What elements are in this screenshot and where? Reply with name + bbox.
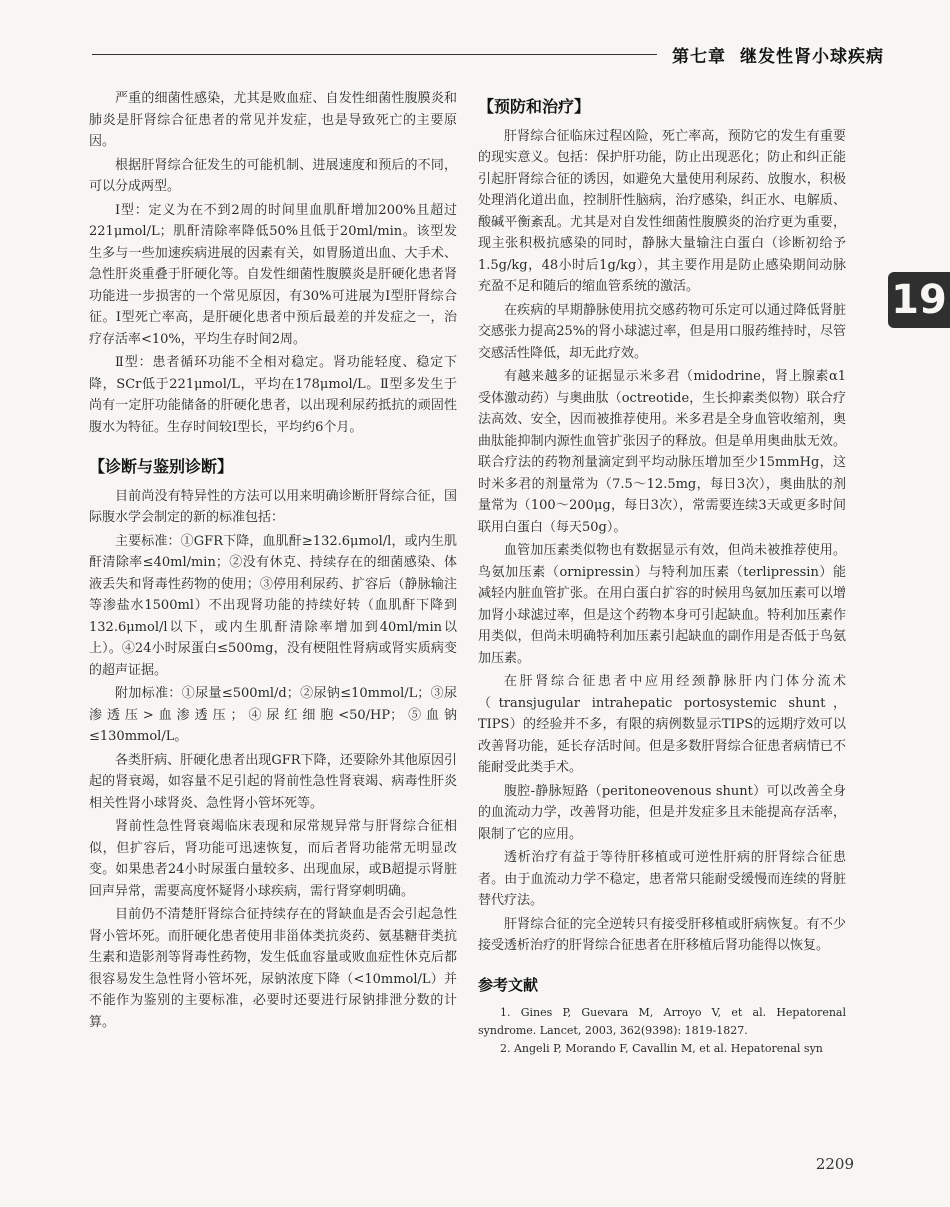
header-rule xyxy=(92,54,657,55)
paragraph: 肝肾综合征的完全逆转只有接受肝移植或肝病恢复。有不少接受透析治疗的肝肾综合征患者在肝移植后肾功能得以恢复。 xyxy=(478,916,846,953)
paragraph: 透析治疗有益于等待肝移植或可逆性肝病的肝肾综合征患者。由于血流动力学不稳定，患者常只能耐受缓慢而连续的肾脏替代疗法。 xyxy=(478,850,846,908)
left-column xyxy=(89,88,457,1035)
paragraph: 各类肝病、肝硬化患者出现GFR下降，还要除外其他原因引起的肾衰竭，如容量不足引起的肾前性急性肾衰竭、病毒性肝炎相关性肾小球肾炎、急性肾小管坏死等。 xyxy=(89,752,457,811)
section-heading-diagnosis: 【诊断与鉴别诊断】 xyxy=(89,457,234,476)
chapter-title: 继发性肾小球疾病 xyxy=(740,47,884,67)
paragraph: 肾前性急性肾衰竭临床表现和尿常规异常与肝肾综合征相似，但扩容后，肾功能可迅速恢复，而后者肾功能常无明显改变。如果患者24小时尿蛋白量较多、出现血尿，或B超提示肾脏回声异常，需要高度怀疑肾小球疾病，需行肾穿刺明确。 xyxy=(89,819,457,899)
paragraph: 肝肾综合征临床过程凶险，死亡率高，预防它的发生有重要的现实意义。包括：保护肝功能，防止出现恶化；防止和纠正能引起肝肾综合征的诱因，如避免大量使用利尿药、放腹水，积极处理消化道出血，控制肝性脑病，治疗感染，纠正水、电解质、酸碱平衡紊乱。尤其是对自发性细菌性腹膜炎的治疗更为重要，现主张积极抗感染的同时，静脉大量输注白蛋白（诊断初给予1.5g/kg，48小时后1g/kg），其主要作用是防止感染期间动脉充盈不足和随后的缩血管系统的激活。 xyxy=(478,128,846,294)
paragraph: 在肝肾综合征患者中应用经颈静脉肝内门体分流术（transjugular intrahepatic portosystemic shunt，TIPS）的经验并不多，有限的病例数显示TIPS的远期疗效可以改善肾功能，延长存活时间。但是多数肝肾综合征患者病情已不能耐受此类手术。 xyxy=(478,674,846,775)
paragraph: 主要标准：①GFR下降，血肌酐≥132.6μmol/l，或内生肌酐清除率≤40ml/min；②没有休克、持续存在的细菌感染、体液丢失和肾毒性药物的使用；③停用利尿药、扩容后（静脉输注等渗盐水1500ml）不出现肾功能的持续好转（血肌酐下降到132.6μmol/l以下，或内生肌酐清除率增加到40ml/min以上）。④24小时尿蛋白≤500mg，没有梗阻性肾病或肾实质病变的超声证据。 xyxy=(89,533,457,678)
paragraph: Ⅰ型：定义为在不到2周的时间里血肌酐增加200%且超过221μmol/L；肌酐清除率降低50%且低于20ml/min。该型发生多与一些加速疾病进展的因素有关，如胃肠道出血、大手术、急性肝炎重叠于肝硬化等。自发性细菌性腹膜炎是肝硬化患者肾功能进一步损害的一个常见原因，有30%可进展为Ⅰ型肝肾综合征。Ⅰ型死亡率高，是肝硬化患者中预后最差的并发症之一，治疗存活率<10%，平均生存时间2周。 xyxy=(89,202,457,347)
paragraph: 有越来越多的证据显示米多君（midodrine，肾上腺素α1受体激动药）与奥曲肽（octreotide，生长抑素类似物）联合疗法高效、安全，因而被推荐使用。米多君是全身血管收缩剂，奥曲肽能抑制内源性血管扩张因子的释放。但是单用奥曲肽无效。联合疗法的药物剂量滴定到平均动脉压增加至少15mmHg，这时米多君的剂量常为（7.5～12.5mg，每日3次），奥曲肽的剂量常为（100～200μg，每日3次），常需要连续3天或更多时间联用白蛋白（每天50g）。 xyxy=(478,369,846,535)
paragraph: 附加标准：①尿量≤500ml/d；②尿钠≤10mmol/L；③尿渗透压>血渗透压；④尿红细胞<50/HP；⑤血钠≤130mmol/L。 xyxy=(89,686,457,744)
section-heading-references: 参考文献 xyxy=(478,975,539,994)
paragraph: 在疾病的早期静脉使用抗交感药物可乐定可以通过降低肾脏交感张力提高25%的肾小球滤过率，但是用口服药维持时，尽管交感活性降低，却无此疗效。 xyxy=(478,302,846,361)
chapter-tab-number: 19 xyxy=(891,277,947,323)
running-header xyxy=(672,42,898,67)
paragraph: 严重的细菌性感染，尤其是败血症、自发性细菌性腹膜炎和肺炎是肝肾综合征患者的常见并发症，也是导致死亡的主要原因。 xyxy=(89,91,457,149)
chapter-number: 第七章 xyxy=(672,47,726,67)
page-number: 2209 xyxy=(815,1155,854,1173)
section-heading-prevention: 【预防和治疗】 xyxy=(478,97,591,116)
reference-item: 2. Angeli P, Morando F, Cavallin M, et al. Hepatorenal syn xyxy=(500,1042,823,1055)
paragraph: 目前仍不清楚肝肾综合征持续存在的肾缺血是否会引起急性肾小管坏死。而肝硬化患者使用非甾体类抗炎药、氨基糖苷类抗生素和造影剂等肾毒性药物，发生低血容量或败血症性休克后都很容易发生急性肾小管坏死，尿钠浓度下降（<10mmol/L）并不能作为鉴别的主要标准，必要时还要进行尿钠排泄分数的计算。 xyxy=(89,907,457,1030)
paragraph: 根据肝肾综合征发生的可能机制、进展速度和预后的不同，可以分成两型。 xyxy=(89,157,457,194)
paragraph: 血管加压素类似物也有数据显示有效，但尚未被推荐使用。鸟氨加压素（ornipressin）与特利加压素（terlipressin）能减轻内脏血管扩张。在用白蛋白扩容的时候用鸟氨加压素可以增加肾小球滤过率，但是这个药物本身可引起缺血。特利加压素作用类似，但尚未明确特利加压素引起缺血的副作用是否低于鸟氨加压素。 xyxy=(478,543,846,666)
chapter-tab xyxy=(888,272,950,328)
paragraph: 腹腔-静脉短路（peritoneovenous shunt）可以改善全身的血流动力学，改善肾功能，但是并发症多且未能提高存活率，限制了它的应用。 xyxy=(478,783,846,842)
paragraph: Ⅱ型：患者循环功能不全相对稳定。肾功能轻度、稳定下降，SCr低于221μmol/L，平均在178μmol/L。Ⅱ型多发生于尚有一定肝功能储备的肝硬化患者，以出现利尿药抵抗的顽固性腹水为特征。生存时间较Ⅰ型长，平均约6个月。 xyxy=(89,355,457,435)
paragraph: 目前尚没有特异性的方法可以用来明确诊断肝肾综合征，国际腹水学会制定的新的标准包括： xyxy=(89,488,457,525)
right-column xyxy=(478,96,846,1058)
reference-item: 1. Gines P, Guevara M, Arroyo V, et al. Hepatorenal syndrome. Lancet, 2003, 362(9398): 1819-1827. xyxy=(478,1006,846,1037)
